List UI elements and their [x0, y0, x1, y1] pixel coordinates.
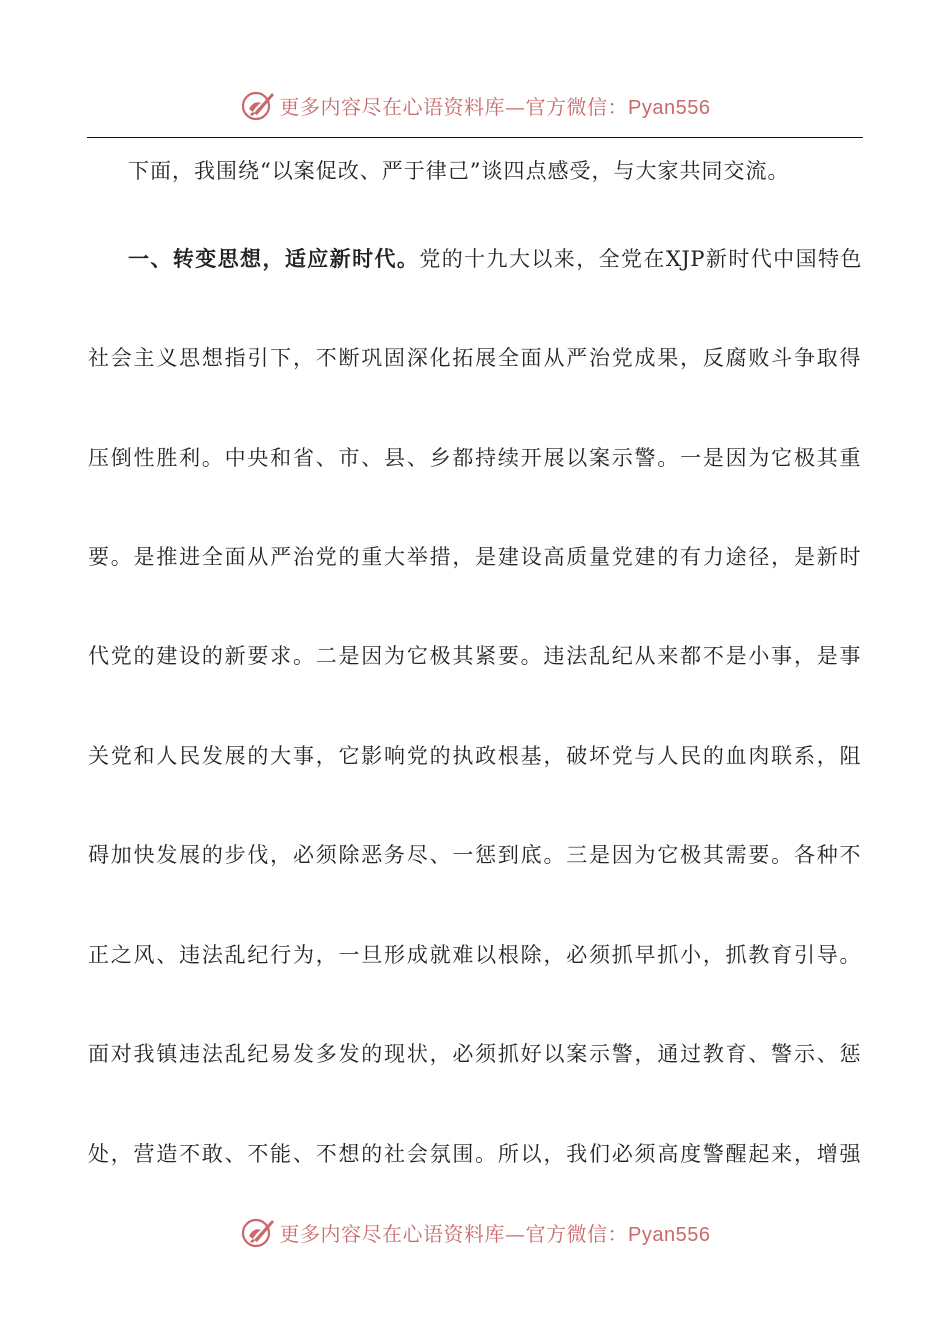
header-banner: [0, 80, 950, 130]
body-line-text: 党的十九大以来，全党在XJP新时代中国特色: [419, 247, 862, 271]
body-line: 下面，我围绕“以案促改、严于律己”谈四点感受，与大家共同交流。: [128, 159, 790, 183]
body-line: 正之风、违法乱纪行为，一旦形成就难以根除，必须抓早抓小，抓教育引导。: [88, 943, 862, 967]
pen-logo-icon: [240, 87, 276, 123]
body-line: 压倒性胜利。中央和省、市、县、乡都持续开展以案示警。一是因为它极其重: [88, 446, 862, 470]
banner-main-text: 更多内容尽在心语资料库—: [279, 94, 526, 119]
body-line: 要。是推进全面从严治党的重大举措，是建设高质量党建的有力途径，是新时: [88, 545, 862, 569]
header-divider: [87, 137, 863, 138]
pen-logo-icon: [240, 1214, 276, 1250]
banner-text: [280, 91, 711, 120]
banner-text: [280, 1218, 711, 1247]
banner-wechat-id: Pyan556: [628, 96, 711, 119]
body-line: 碍加快发展的步伐，必须除恶务尽、一惩到底。三是因为它极其需要。各种不: [88, 843, 862, 867]
banner-wechat-label: 官方微信：: [525, 94, 629, 119]
body-line-heading: [128, 241, 862, 277]
body-line: 面对我镇违法乱纪易发多发的现状，必须抓好以案示警，通过教育、警示、惩: [88, 1042, 862, 1066]
body-line: 关党和人民发展的大事，它影响党的执政根基，破坏党与人民的血肉联系，阻: [88, 744, 862, 768]
banner-wechat-id: Pyan556: [628, 1223, 711, 1246]
banner-main-text: 更多内容尽在心语资料库—: [279, 1221, 526, 1246]
footer-banner: [0, 1207, 950, 1257]
body-line: 社会主义思想指引下，不断巩固深化拓展全面从严治党成果，反腐败斗争取得: [88, 346, 862, 370]
body-line: 代党的建设的新要求。二是因为它极其紧要。违法乱纪从来都不是小事，是事: [88, 644, 862, 668]
body-line: 处，营造不敢、不能、不想的社会氛围。所以，我们必须高度警醒起来，增强: [88, 1142, 862, 1166]
section-heading: 一、转变思想，适应新时代。: [128, 246, 420, 271]
banner-wechat-label: 官方微信：: [525, 1221, 629, 1246]
